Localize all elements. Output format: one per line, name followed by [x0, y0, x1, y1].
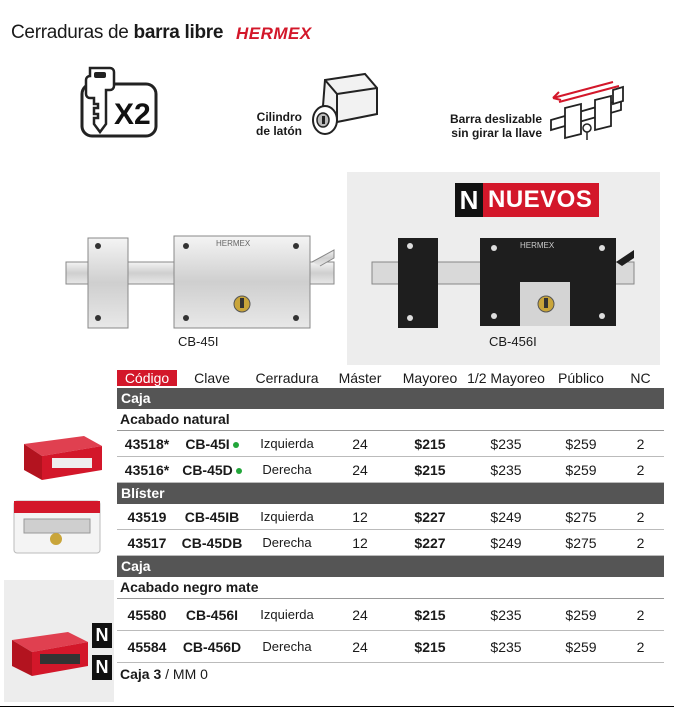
cell-clave: CB-45DB	[181, 534, 243, 551]
cell-clave: CB-45I	[177, 436, 247, 452]
cell-clave: CB-45IB	[184, 508, 240, 525]
new-badge: N NUEVOS	[455, 183, 599, 217]
cylinder-label: Cilindro de latón	[255, 110, 302, 138]
green-dot-icon	[236, 468, 242, 474]
cell-codigo: 43516*	[124, 461, 170, 478]
cell-master: 24	[352, 461, 368, 478]
section-header: Blíster	[117, 483, 664, 504]
table-footer: Caja 3 / MM 0	[120, 666, 208, 682]
cell-medio-mayoreo: $235	[490, 638, 522, 655]
model-caption-natural: CB-45I	[178, 334, 219, 349]
cell-clave: CB-45D	[177, 462, 247, 478]
cell-clave: CB-456D	[182, 638, 242, 655]
page-title: Cerraduras de barra libre	[11, 22, 224, 43]
cell-publico: $275	[565, 534, 597, 551]
cell-publico: $259	[565, 435, 597, 452]
cell-nc: 2	[636, 534, 645, 551]
brass-cylinder-icon	[303, 68, 383, 140]
sliding-bar-icon	[543, 76, 635, 146]
lock-natural-image	[64, 232, 344, 334]
cell-nc: 2	[636, 461, 645, 478]
cell-codigo: 43517	[127, 534, 167, 551]
cell-master: 12	[352, 508, 368, 525]
cell-mayoreo: $215	[414, 606, 446, 623]
svg-text:X2: X2	[114, 98, 151, 131]
cell-publico: $259	[565, 606, 597, 623]
table-row	[117, 431, 664, 457]
table-row	[117, 457, 664, 483]
cell-publico: $259	[565, 461, 597, 478]
table-row	[117, 631, 664, 663]
cell-cerradura: Derecha	[262, 462, 312, 477]
cell-medio-mayoreo: $235	[490, 461, 522, 478]
subsection-header: Acabado natural	[117, 409, 664, 431]
cell-cerradura: Izquierda	[260, 509, 314, 524]
cell-codigo: 45580	[127, 606, 167, 623]
cell-master: 12	[352, 534, 368, 551]
table-row	[117, 530, 664, 556]
lock-black-image	[370, 232, 640, 334]
cell-codigo: 43519	[127, 508, 167, 525]
cell-mayoreo: $215	[414, 638, 446, 655]
cell-clave: CB-456I	[185, 606, 239, 623]
cell-codigo: 45584	[127, 638, 167, 655]
subsection-header: Acabado negro mate	[117, 577, 664, 599]
table-row	[117, 504, 664, 530]
cell-cerradura: Izquierda	[260, 607, 314, 622]
cell-mayoreo: $215	[414, 461, 446, 478]
cell-mayoreo: $215	[414, 435, 446, 452]
cell-publico: $259	[565, 638, 597, 655]
svg-text:HERMEX: HERMEX	[520, 241, 555, 250]
table-row	[117, 599, 664, 631]
blister-thumbnail	[10, 495, 105, 559]
cell-mayoreo: $227	[414, 508, 446, 525]
col-publico: Público	[558, 369, 604, 386]
section-header: Caja	[117, 556, 664, 577]
cell-cerradura: Derecha	[262, 535, 312, 550]
new-row-badge: N	[92, 655, 112, 680]
table-header	[117, 367, 664, 388]
price-table	[117, 367, 664, 685]
box-black-thumbnail	[8, 628, 93, 678]
cell-medio-mayoreo: $249	[490, 534, 522, 551]
cell-nc: 2	[636, 638, 645, 655]
col-codigo: Código	[117, 370, 177, 386]
new-row-badge: N	[92, 623, 112, 648]
cell-medio-mayoreo: $249	[490, 508, 522, 525]
section-header: Caja	[117, 388, 664, 409]
cell-medio-mayoreo: $235	[490, 435, 522, 452]
cell-nc: 2	[636, 508, 645, 525]
col-clave: Clave	[194, 369, 230, 386]
col-medio-mayoreo: 1/2 Mayoreo	[467, 369, 545, 386]
brand-logo: HERMEX	[236, 24, 312, 43]
box-natural-thumbnail	[18, 430, 108, 480]
cell-cerradura: Izquierda	[260, 436, 314, 451]
cell-medio-mayoreo: $235	[490, 606, 522, 623]
sliding-bar-label: Barra deslizable sin girar la llave	[449, 112, 542, 140]
cell-master: 24	[352, 606, 368, 623]
green-dot-icon	[233, 442, 239, 448]
col-master: Máster	[338, 369, 382, 386]
model-caption-black: CB-456I	[489, 334, 537, 349]
cell-publico: $275	[565, 508, 597, 525]
col-mayoreo: Mayoreo	[402, 369, 458, 386]
col-cerradura: Cerradura	[255, 369, 319, 386]
svg-text:HERMEX: HERMEX	[216, 239, 251, 248]
cell-codigo: 43518*	[124, 435, 170, 452]
key-x2-icon	[80, 62, 160, 142]
cell-mayoreo: $227	[414, 534, 446, 551]
col-nc: NC	[630, 369, 651, 386]
cell-nc: 2	[636, 435, 645, 452]
cell-nc: 2	[636, 606, 645, 623]
cell-master: 24	[352, 638, 368, 655]
cell-master: 24	[352, 435, 368, 452]
cell-cerradura: Derecha	[262, 639, 312, 654]
